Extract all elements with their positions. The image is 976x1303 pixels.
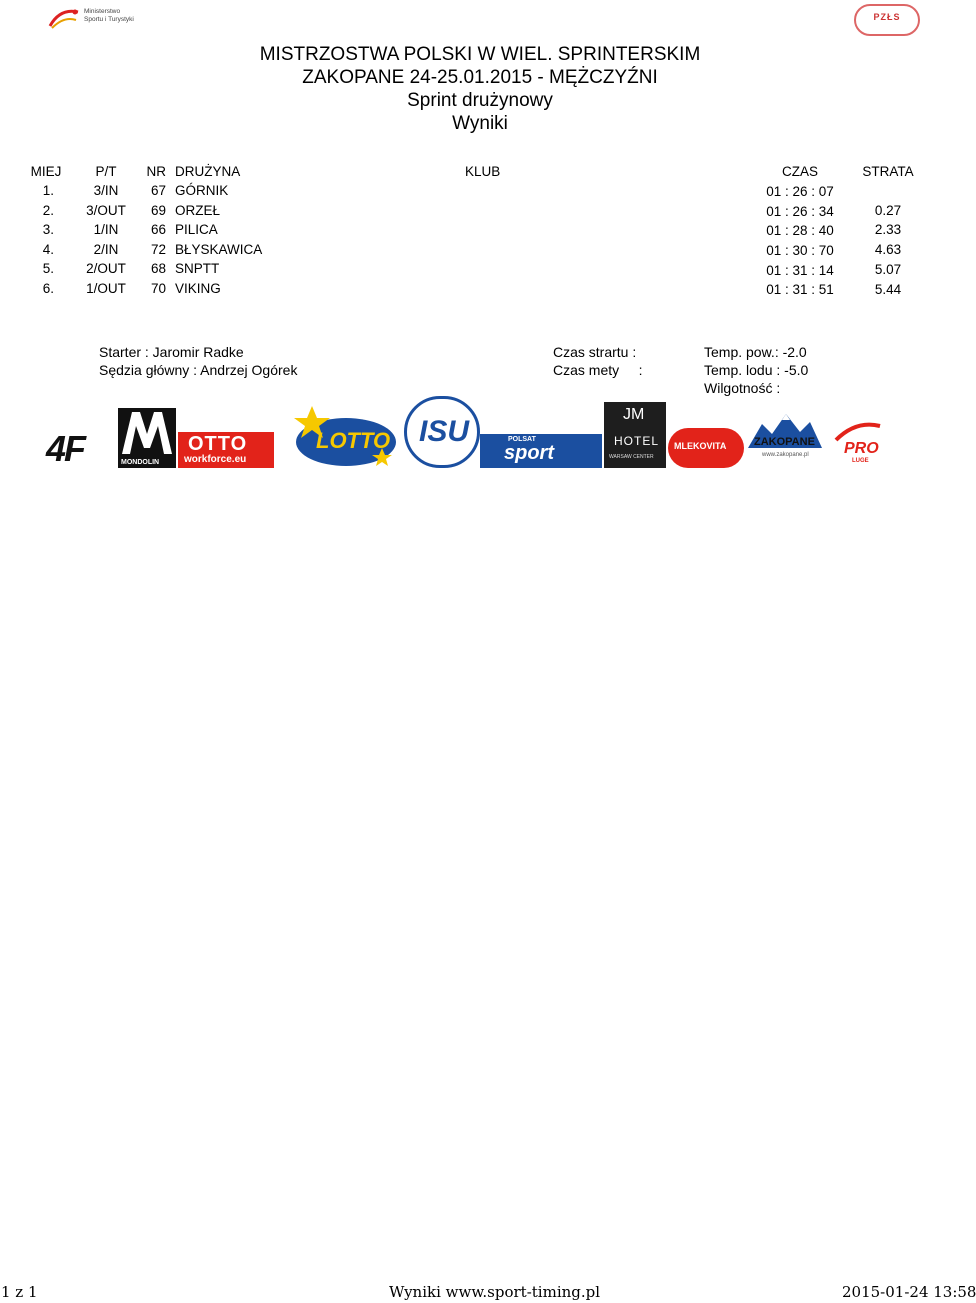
row-nr: 66 bbox=[150, 222, 166, 237]
row-strata: 0.27 bbox=[874, 203, 902, 218]
sponsor-polsat-sport-logo: POLSAT sport bbox=[480, 434, 602, 468]
header-pt: P/T bbox=[95, 164, 117, 179]
row-strata: 5.07 bbox=[874, 262, 902, 277]
row-miej: 5. bbox=[42, 261, 54, 276]
row-czas: 01 : 30 : 70 bbox=[766, 243, 834, 258]
row-czas: 01 : 31 : 51 bbox=[766, 282, 834, 297]
row-team: BŁYSKAWICA bbox=[175, 242, 263, 257]
row-czas: 01 : 31 : 14 bbox=[766, 263, 834, 278]
row-strata: 4.63 bbox=[874, 242, 902, 257]
sponsor-4f-logo: 4F bbox=[46, 428, 85, 469]
row-miej: 3. bbox=[42, 222, 54, 237]
header-czas: CZAS bbox=[781, 164, 818, 179]
ministry-emblem-icon bbox=[46, 6, 82, 30]
row-pt: 2/OUT bbox=[86, 261, 126, 276]
footer-datetime: 2015-01-24 13:58 bbox=[842, 1283, 976, 1301]
title-line-3: Sprint drużynowy bbox=[407, 90, 553, 111]
footer-page-number: 1 z 1 bbox=[1, 1283, 38, 1301]
title-line-1: MISTRZOSTWA POLSKI W WIEL. SPRINTERSKIM bbox=[259, 44, 701, 65]
row-miej: 1. bbox=[42, 183, 54, 198]
header-nr: NR bbox=[146, 164, 166, 179]
sponsor-isu-logo: ISU bbox=[404, 396, 480, 468]
air-temperature: Temp. pow.: -2.0 bbox=[704, 344, 807, 360]
row-strata: 5.44 bbox=[874, 282, 902, 297]
judge-info: Sędzia główny : Andrzej Ogórek bbox=[99, 362, 298, 378]
start-time-label: Czas strartu : bbox=[553, 344, 637, 360]
row-nr: 70 bbox=[150, 281, 166, 296]
row-team: SNPTT bbox=[175, 261, 220, 276]
row-pt: 3/OUT bbox=[86, 203, 126, 218]
pzls-logo-text: PZŁS bbox=[873, 12, 901, 22]
sponsor-otto-logo: OTTO workforce.eu bbox=[178, 432, 274, 468]
row-pt: 1/IN bbox=[93, 222, 119, 237]
row-nr: 68 bbox=[150, 261, 166, 276]
ice-temperature: Temp. lodu : -5.0 bbox=[704, 362, 809, 378]
mondolin-emblem-icon bbox=[118, 408, 176, 456]
humidity: Wilgotność : bbox=[704, 380, 781, 396]
title-line-2: ZAKOPANE 24-25.01.2015 - MĘŻCZYŹNI bbox=[302, 67, 658, 88]
starter-info: Starter : Jaromir Radke bbox=[99, 344, 244, 360]
footer-source: Wyniki www.sport-timing.pl bbox=[389, 1283, 601, 1301]
sponsor-mlekovita-logo: MLEKOVITA bbox=[668, 428, 744, 468]
row-pt: 2/IN bbox=[93, 242, 119, 257]
sponsor-zakopane-logo: ZAKOPANE www.zakopane.pl bbox=[748, 412, 822, 468]
row-czas: 01 : 26 : 07 bbox=[766, 184, 834, 199]
row-miej: 4. bbox=[42, 242, 54, 257]
row-strata: 2.33 bbox=[874, 222, 902, 237]
sponsor-pro-logo: PRO LUGE bbox=[826, 420, 894, 468]
header-club: KLUB bbox=[465, 164, 501, 179]
pzls-logo bbox=[854, 4, 920, 36]
title-line-4: Wyniki bbox=[452, 113, 508, 134]
row-pt: 3/IN bbox=[93, 183, 119, 198]
row-czas: 01 : 26 : 34 bbox=[766, 204, 834, 219]
row-team: VIKING bbox=[175, 281, 221, 296]
row-nr: 72 bbox=[150, 242, 166, 257]
sponsor-jm-hotel-logo: JM HOTEL WARSAW CENTER bbox=[604, 402, 666, 468]
row-team: GÓRNIK bbox=[175, 183, 229, 198]
sponsor-lotto-logo: LOTTO bbox=[288, 404, 398, 468]
finish-time-label: Czas mety : bbox=[553, 362, 643, 378]
ministry-logo bbox=[46, 6, 156, 30]
header-team: DRUŻYNA bbox=[175, 164, 241, 179]
row-miej: 2. bbox=[42, 203, 54, 218]
row-miej: 6. bbox=[42, 281, 54, 296]
row-team: PILICA bbox=[175, 222, 218, 237]
ministry-logo-text: Ministerstwo Sportu i Turystyki bbox=[84, 8, 134, 23]
row-nr: 69 bbox=[150, 203, 166, 218]
row-pt: 1/OUT bbox=[86, 281, 126, 296]
sponsor-mondolin-logo: MONDOLIN bbox=[118, 408, 176, 468]
row-team: ORZEŁ bbox=[175, 203, 221, 218]
header-miej: MIEJ bbox=[30, 164, 62, 179]
row-nr: 67 bbox=[150, 183, 166, 198]
header-strata: STRATA bbox=[862, 164, 914, 179]
row-czas: 01 : 28 : 40 bbox=[766, 223, 834, 238]
